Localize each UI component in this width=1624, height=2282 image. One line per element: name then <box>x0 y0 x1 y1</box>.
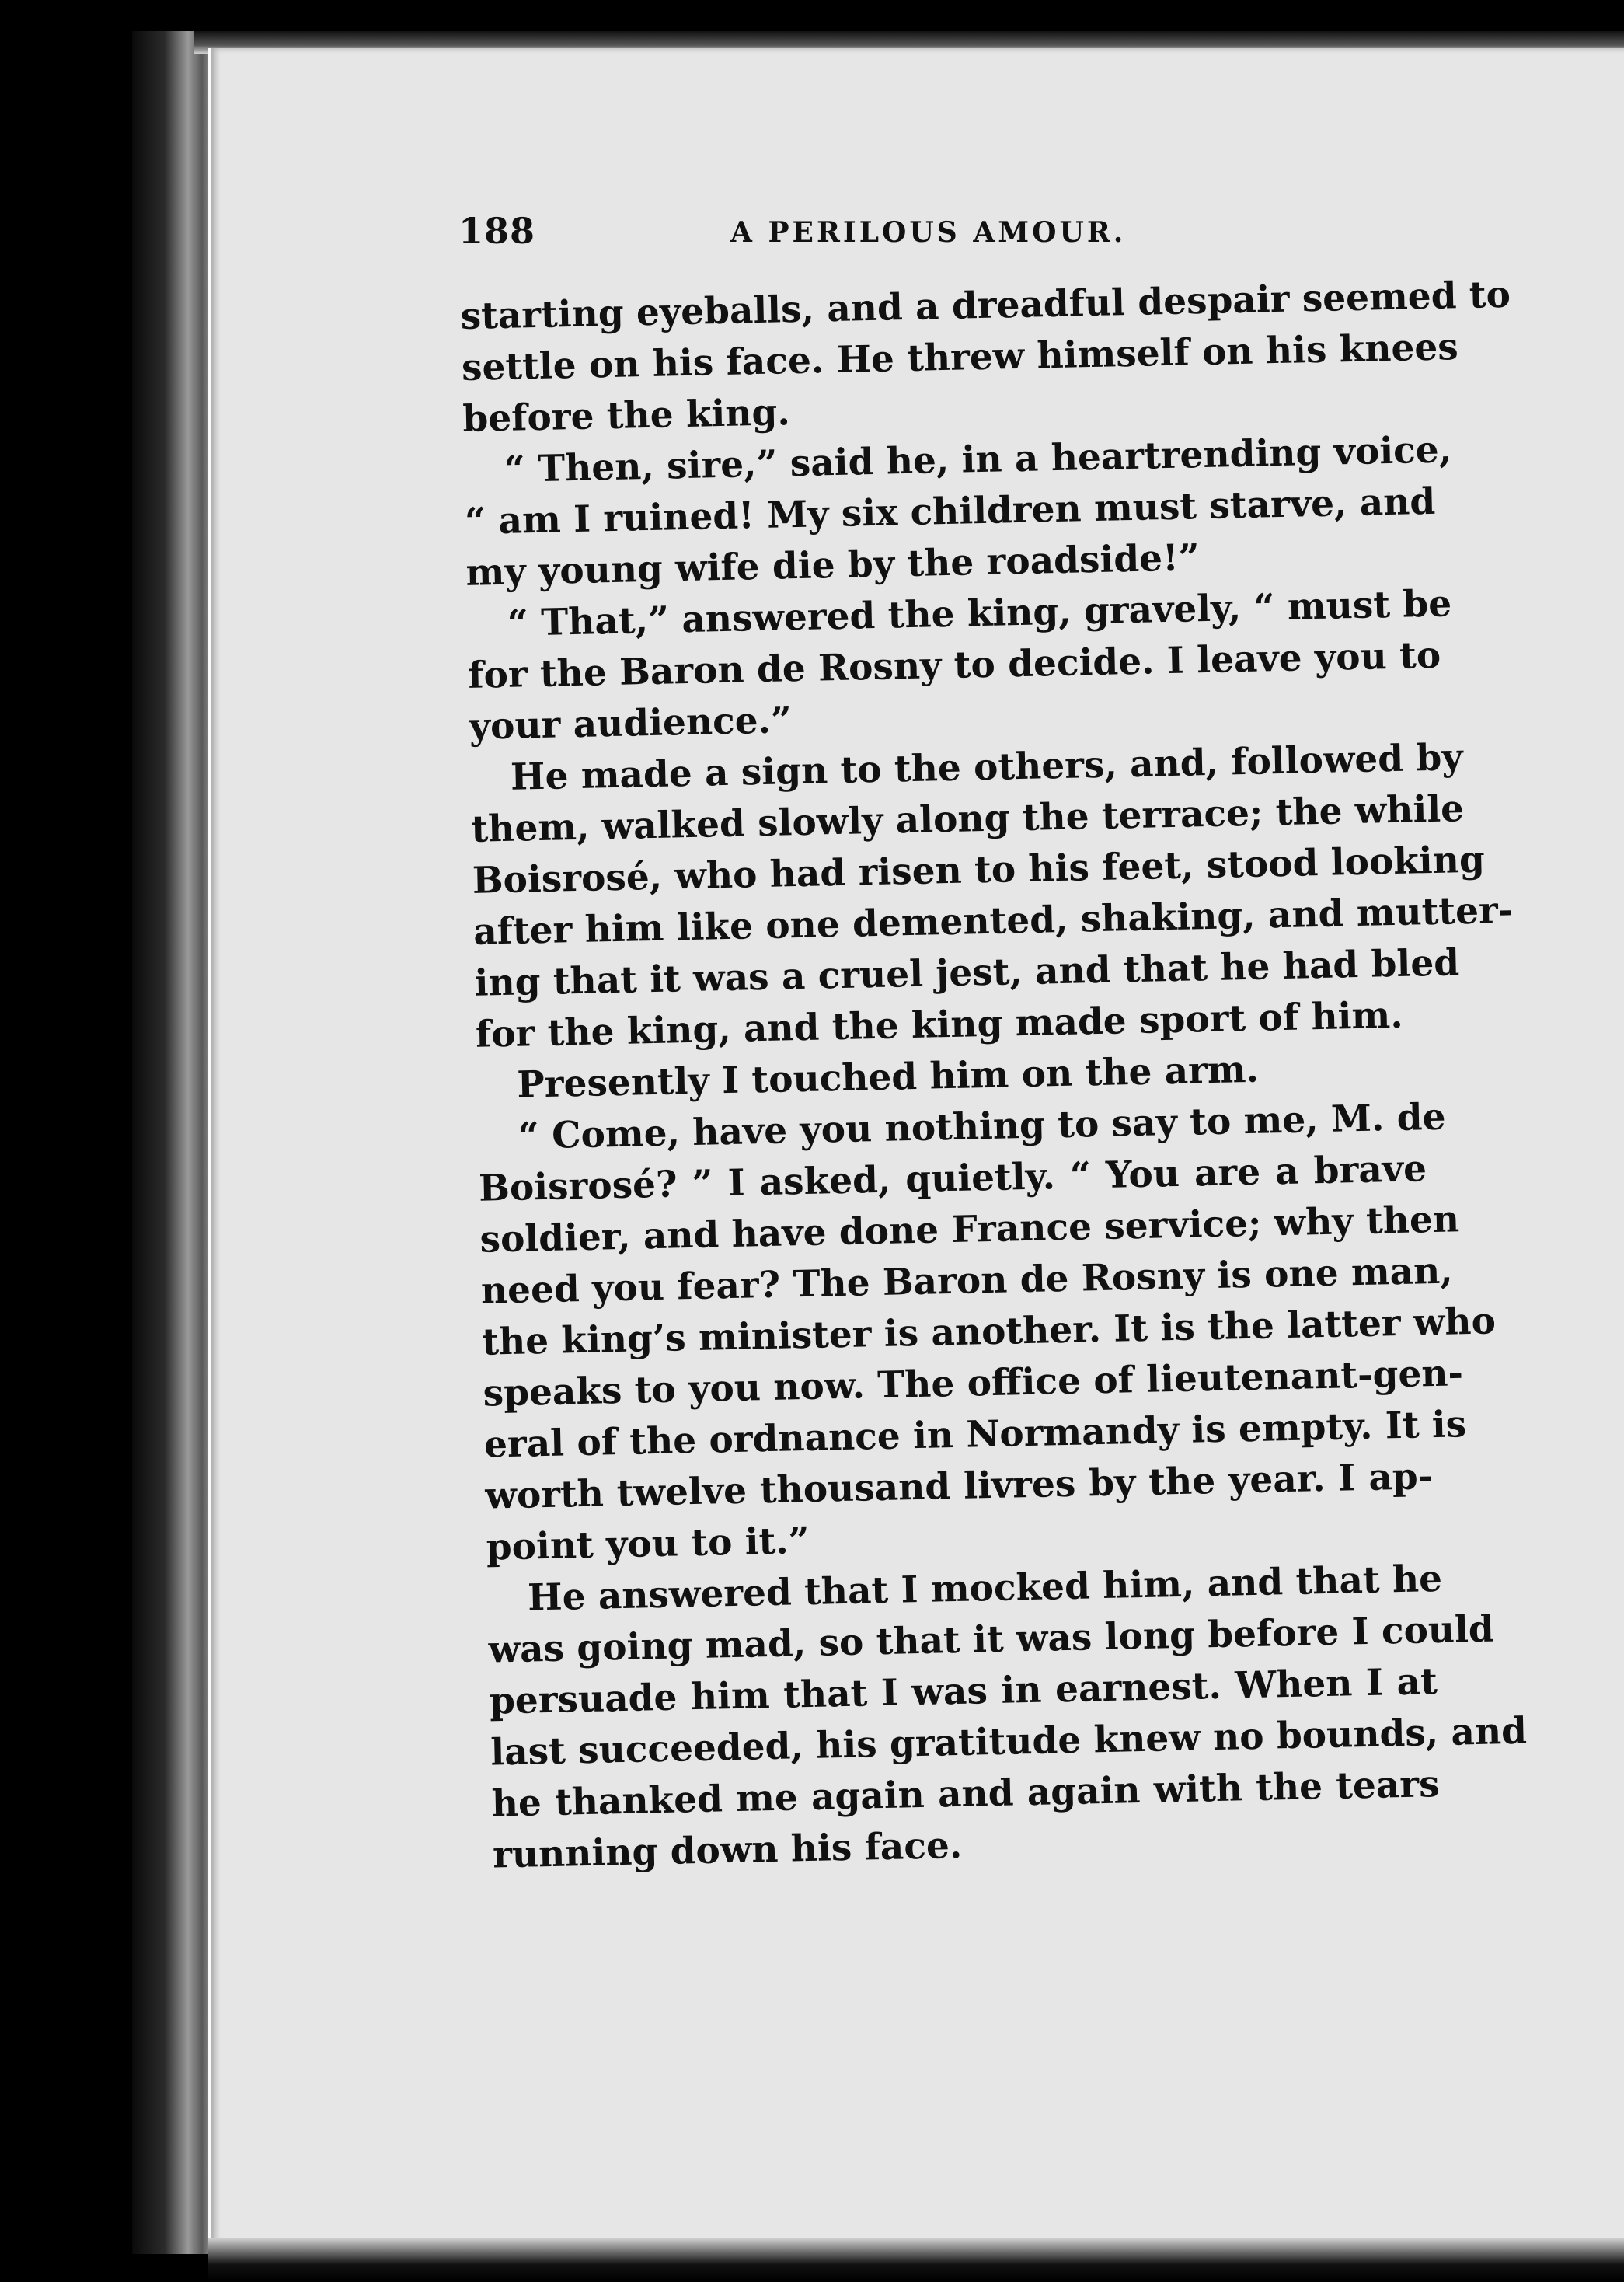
text-line: ing that it was a cruel jest, and that he had bled <box>474 941 1460 1005</box>
text-line: last succeeded, his gratitude knew no bounds, and <box>490 1709 1528 1774</box>
text-line: the king’s minister is another. It is the latter who <box>481 1300 1497 1364</box>
text-line: after him like one demented, shaking, and mutter- <box>472 888 1514 954</box>
body-text <box>460 271 1528 1881</box>
text-line: “ Come, have you nothing to say to me, M. de <box>518 1095 1446 1158</box>
text-line: worth twelve thousand livres by the year. I ap- <box>484 1455 1434 1518</box>
text-line: settle on his face. He threw himself on his knees <box>461 326 1459 389</box>
text-line: speaks to you now. The office of lieutenant-gen- <box>483 1352 1464 1415</box>
text-line: for the Baron de Rosny to decide. I leave you to <box>467 633 1441 697</box>
page-header <box>458 210 1422 264</box>
text-line: starting eyeballs, and a dreadful despair seemed to <box>460 273 1511 338</box>
text-line: point you to it.” <box>486 1519 810 1569</box>
text-line: Presently I touched him on the arm. <box>516 1048 1260 1107</box>
text-line: Boisrosé? ” I asked, quietly. “ You are a brave <box>478 1147 1427 1210</box>
text-line: He made a sign to the others, and, followed by <box>510 736 1464 799</box>
text-line: soldier, and have done France service; why then <box>479 1198 1460 1261</box>
text-line: was going mad, so that it was long before I could <box>488 1607 1495 1672</box>
page-number: 188 <box>458 210 536 252</box>
text-line: running down his face. <box>492 1823 963 1877</box>
text-line: he thanked me again and again with the tears <box>491 1763 1441 1826</box>
text-line: “ am I ruined! My six children must starve, and <box>464 480 1436 543</box>
text-line: need you fear? The Baron de Rosny is one man, <box>480 1249 1454 1313</box>
text-line: “ That,” answered the king, gravely, “ must be <box>507 582 1452 645</box>
running-title: A PERILOUS AMOUR. <box>730 216 1127 249</box>
text-line: my young wife die by the roadside!” <box>465 536 1201 595</box>
page-bottom-edge <box>208 2238 1624 2282</box>
text-line: before the king. <box>462 391 791 441</box>
text-line: He answered that I mocked him, and that he <box>527 1557 1443 1620</box>
text-line: your audience.” <box>469 699 793 748</box>
text-line: them, walked slowly along the terrace; the while <box>470 787 1465 851</box>
text-line: Boisrosé, who had risen to his feet, stood looking <box>472 838 1486 902</box>
text-line: persuade him that I was in earnest. When I at <box>489 1660 1438 1723</box>
text-line: for the king, and the king made sport of him. <box>475 993 1404 1056</box>
text-line: eral of the ordnance in Normandy is empty. It is <box>483 1403 1467 1467</box>
text-line: “ Then, sire,” said he, in a heartrending voice, <box>504 428 1452 491</box>
